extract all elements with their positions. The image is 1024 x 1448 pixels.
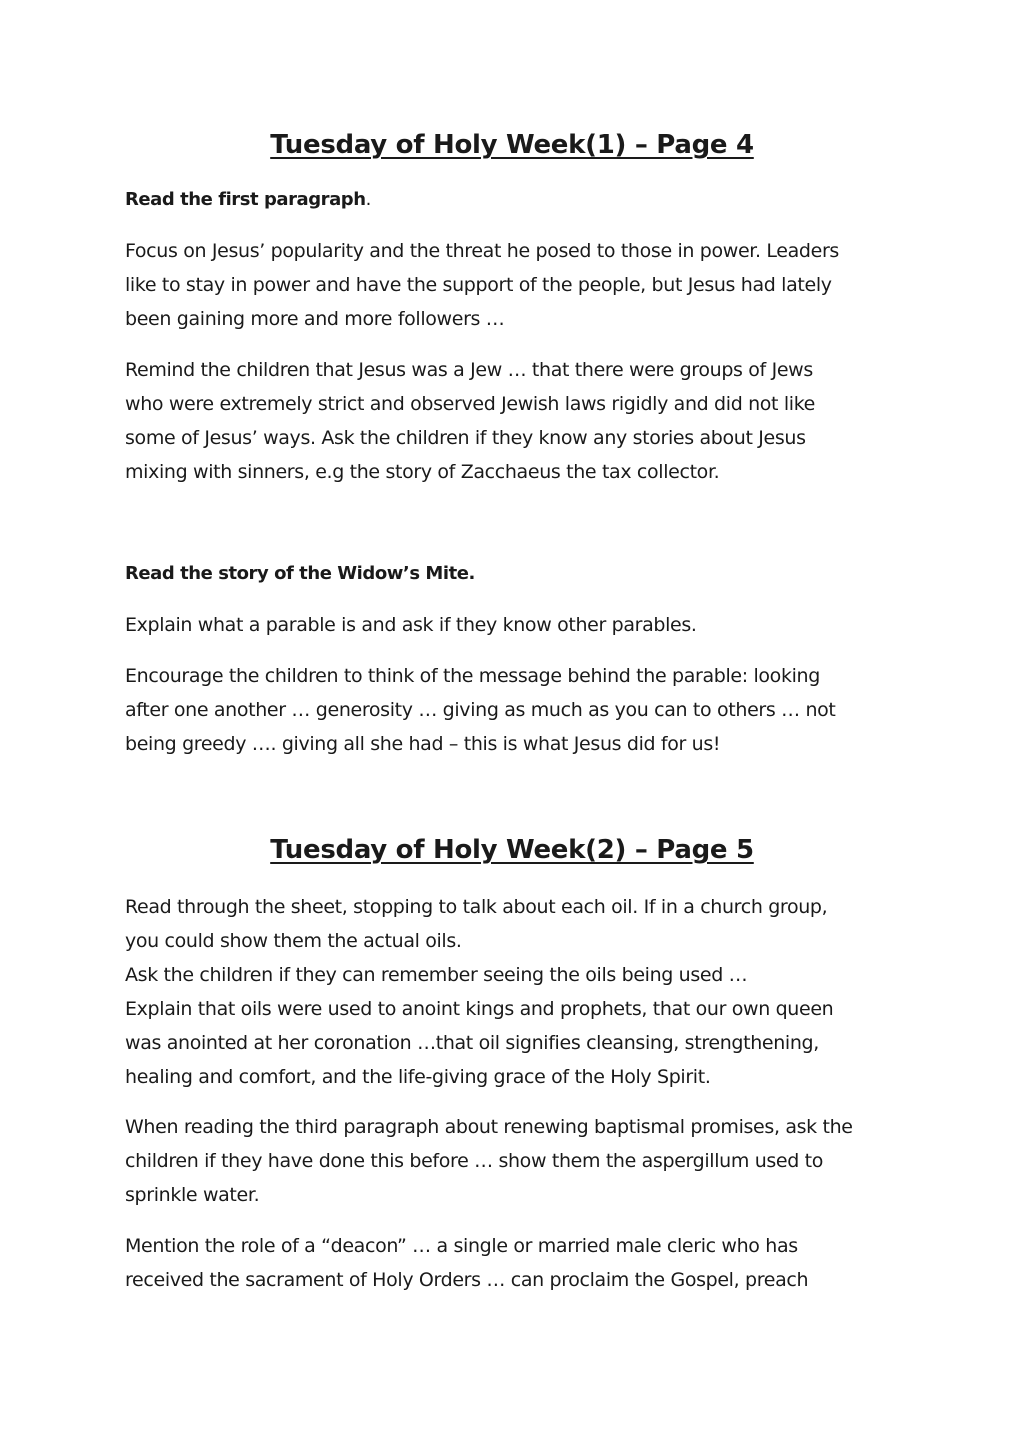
paragraph-line: received the sacrament of Holy Orders … can proclaim the Gospel, preach <box>125 1269 809 1291</box>
paragraph-line: Remind the children that Jesus was a Jew … that there were groups of Jews <box>125 359 813 381</box>
paragraph-line: you could show them the actual oils. <box>125 930 462 952</box>
subheading-period: . <box>365 189 371 210</box>
paragraph-line: some of Jesus’ ways. Ask the children if they know any stories about Jesus <box>125 427 806 449</box>
paragraph-line: Encourage the children to think of the message behind the parable: looking <box>125 665 820 687</box>
paragraph-line: being greedy …. giving all she had – this is what Jesus did for us! <box>125 733 721 755</box>
paragraph-line: like to stay in power and have the support of the people, but Jesus had lately <box>125 274 832 296</box>
paragraph-line: Focus on Jesus’ popularity and the threat he posed to those in power. Leaders <box>125 240 839 262</box>
paragraph-line: was anointed at her coronation …that oil signifies cleansing, strengthening, <box>125 1032 819 1054</box>
paragraph-line: When reading the third paragraph about renewing baptismal promises, ask the <box>125 1116 853 1138</box>
paragraph-line: who were extremely strict and observed Jewish laws rigidly and did not like <box>125 393 816 415</box>
paragraph-line: Mention the role of a “deacon” … a single or married male cleric who has <box>125 1235 798 1257</box>
section1-subheading-widows-mite: Read the story of the Widow’s Mite. <box>125 563 475 584</box>
paragraph-line: children if they have done this before … show them the aspergillum used to <box>125 1150 824 1172</box>
paragraph-line: Read through the sheet, stopping to talk about each oil. If in a church group, <box>125 896 828 918</box>
paragraph-line: Explain that oils were used to anoint kings and prophets, that our own queen <box>125 998 834 1020</box>
subheading-text: Read the first paragraph <box>125 189 366 210</box>
section1-heading: Tuesday of Holy Week(1) – Page 4 <box>270 130 754 160</box>
paragraph-line: been gaining more and more followers … <box>125 308 505 330</box>
section2-heading: Tuesday of Holy Week(2) – Page 5 <box>270 835 754 865</box>
section1-subheading-first-paragraph <box>125 187 371 213</box>
paragraph-line: sprinkle water. <box>125 1184 260 1206</box>
paragraph-line: after one another … generosity … giving as much as you can to others … not <box>125 699 836 721</box>
paragraph-line: healing and comfort, and the life-giving grace of the Holy Spirit. <box>125 1066 711 1088</box>
paragraph-line: Explain what a parable is and ask if they know other parables. <box>125 614 697 636</box>
paragraph-line: Ask the children if they can remember seeing the oils being used … <box>125 964 748 986</box>
paragraph-line: mixing with sinners, e.g the story of Zacchaeus the tax collector. <box>125 461 720 483</box>
